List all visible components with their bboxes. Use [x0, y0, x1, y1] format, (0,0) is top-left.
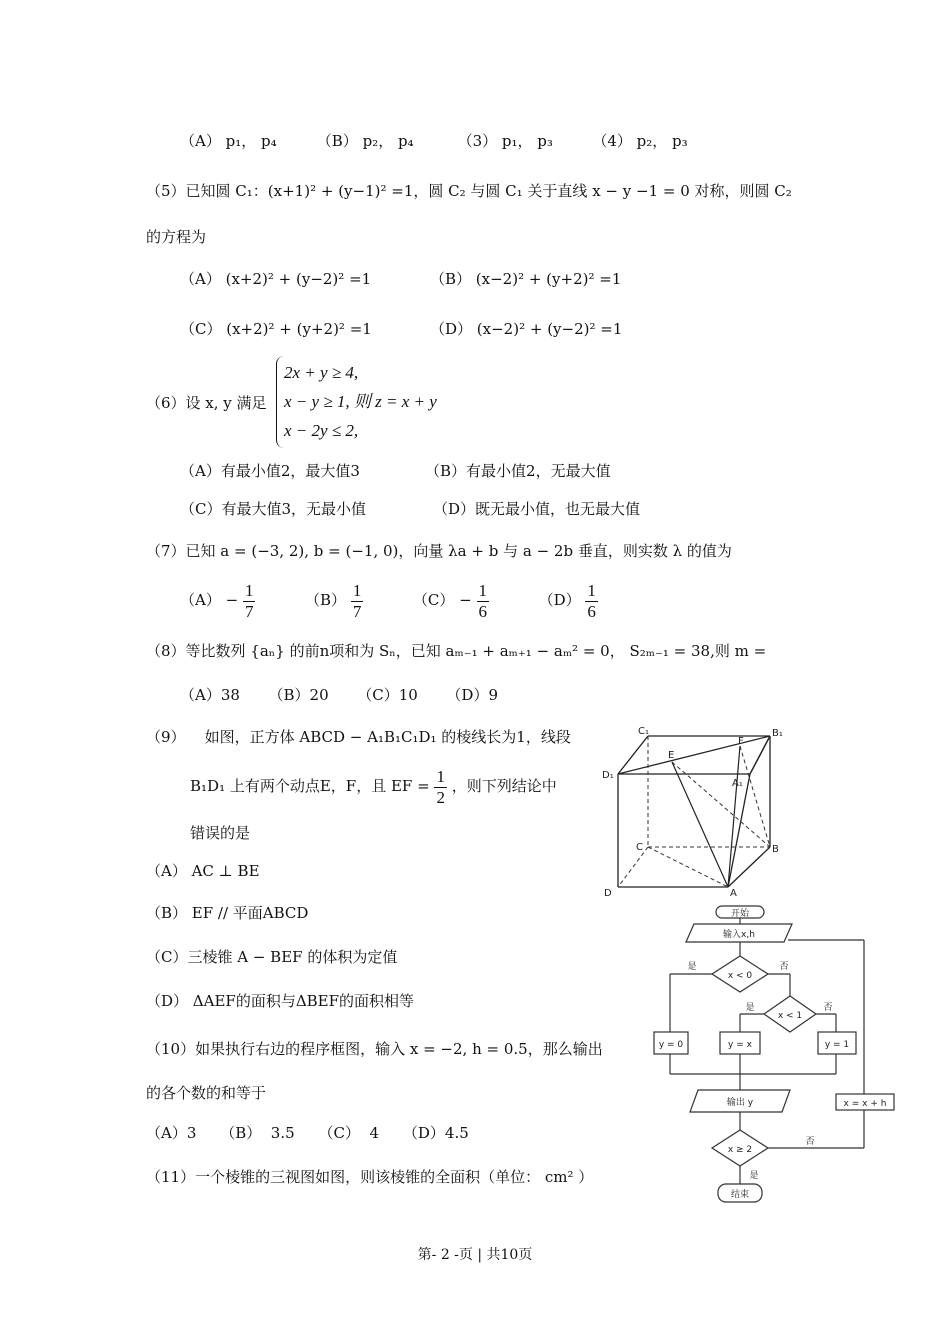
cube-label-b1: B₁: [772, 728, 783, 739]
q6-constraint-2: x − y ≥ 1, 则 z = x + y: [284, 392, 437, 411]
cube-label-c1: C₁: [638, 726, 649, 737]
cube-label-e: E: [668, 750, 675, 761]
q4-option-a: （A） p₁， p₄: [180, 132, 277, 150]
q4-options: [180, 130, 688, 152]
q5-option-d: （D） (x−2)² + (y−2)² =1: [430, 320, 623, 338]
page-footer: 第- 2 -页 | 共10页: [417, 1247, 533, 1263]
q5-option-a: （A） (x+2)² + (y−2)² =1: [180, 270, 372, 288]
q7-option-a-fraction: $\frac{1}{7}$: [244, 580, 254, 621]
q9-option-d: （D） ΔAEF的面积与ΔBEF的面积相等: [146, 992, 415, 1010]
q6-system: [284, 358, 437, 445]
q11-stem: （11）一个棱锥的三视图如图，则该棱锥的全面积（单位： cm² ）: [146, 1168, 594, 1186]
cube-label-d1: D₁: [602, 770, 614, 781]
q6-option-c: （C）有最大值3，无最小值: [180, 500, 367, 518]
q9-ef-fraction: $\frac{1}{2}$: [436, 766, 445, 807]
flowchart-start-text: 开始: [730, 909, 750, 919]
flowchart-b1-text: y = 0: [658, 1040, 684, 1050]
cube-label-a1: A₁: [732, 778, 743, 789]
q7-option-c-fraction: $\frac{1}{6}$: [478, 580, 487, 621]
q9-option-b: （B） EF // 平面ABCD: [146, 904, 309, 922]
q10-stem-cont: 的各个数的和等于: [146, 1084, 267, 1102]
q7-option-a-label: （A） −: [180, 591, 239, 609]
q10-options: （A）3 （B） 3.5 （C） 4 （D）4.5: [146, 1124, 469, 1142]
q9-stem-2b: ，则下列结论中: [451, 777, 557, 795]
q6-option-b: （B）有最小值2，无最大值: [425, 462, 611, 480]
cube-label-a: A: [730, 888, 737, 897]
q7-stem: （7）已知 a = (−3, 2), b = (−1, 0)，向量 λa + b 与 a − 2b 垂直，则实数 λ 的值为: [146, 542, 732, 560]
q6-prefix: （6）设 x, y 满足: [146, 394, 267, 412]
q10-stem: （10）如果执行右边的程序框图，输入 x = −2, h = 0.5，那么输出: [146, 1040, 603, 1058]
q6-option-d: （D）既无最小值，也无最大值: [433, 500, 641, 518]
q9-stem-1: （9） 如图，正方体 ABCD − A₁B₁C₁D₁ 的棱线长为1，线段: [146, 728, 571, 746]
cube-label-c: C: [636, 842, 643, 853]
q7-option-b-fraction: $\frac{1}{7}$: [352, 580, 362, 621]
cube-figure: [600, 722, 790, 897]
q4-option-b: （B） p₂， p₄: [316, 132, 414, 150]
flowchart-d2-yes: 是: [745, 1003, 755, 1013]
cube-label-b: B: [772, 844, 779, 855]
q6-option-a: （A）有最小值2，最大值3: [180, 462, 360, 480]
q5-option-b: （B） (x−2)² + (y+2)² =1: [430, 270, 622, 288]
q6-constraint-3: x − 2y ≤ 2,: [284, 421, 359, 440]
flowchart-input-text: 输入x,h: [723, 930, 755, 940]
flowchart-b3-text: y = 1: [824, 1040, 850, 1050]
q5-stem-cont: 的方程为: [146, 228, 207, 246]
cube-label-f: F: [738, 736, 744, 747]
q5-option-c: （C） (x+2)² + (y+2)² =1: [180, 320, 372, 338]
flowchart-d3-no: 否: [805, 1137, 815, 1147]
flowchart-figure: [650, 904, 902, 1210]
q9-option-c: （C）三棱锥 A − BEF 的体积为定值: [146, 948, 398, 966]
flowchart-d1-text: x < 0: [727, 971, 753, 981]
q9-stem-3: 错误的是: [190, 824, 251, 842]
flowchart-b2-text: y = x: [728, 1040, 752, 1050]
q5-stem: （5）已知圆 C₁：(x+1)² + (y−1)² =1，圆 C₂ 与圆 C₁ 关于直线 x − y −1 = 0 对称，则圆 C₂: [146, 182, 792, 200]
q7-option-c-label: （C） −: [412, 591, 472, 609]
flowchart-d1-yes: 是: [687, 962, 697, 972]
q6-constraint-1: 2x + y ≥ 4,: [284, 363, 359, 382]
q4-option-c: （3） p₁， p₃: [457, 132, 553, 150]
flowchart-d3-text: x ≥ 2: [727, 1145, 753, 1155]
q9-stem-2a: B₁D₁ 上有两个动点E，F，且 EF =: [190, 777, 430, 795]
q9-option-a: （A） AC ⊥ BE: [146, 862, 260, 880]
q7-option-d-fraction: $\frac{1}{6}$: [587, 580, 596, 621]
flowchart-d2-no: 否: [823, 1003, 833, 1013]
flowchart-d1-no: 否: [779, 962, 789, 972]
cube-label-d: D: [604, 888, 612, 897]
flowchart-update-text: x = x + h: [843, 1099, 887, 1109]
flowchart-d2-text: x < 1: [777, 1011, 803, 1021]
q7-options: [180, 578, 598, 622]
q8-options: （A）38 （B）20 （C）10 （D）9: [180, 686, 498, 704]
q4-option-d: （4） p₂， p₃: [592, 132, 688, 150]
flowchart-end-text: 结束: [730, 1190, 750, 1200]
flowchart-d3-yes: 是: [749, 1171, 759, 1181]
q8-stem: （8）等比数列 {aₙ} 的前n项和为 Sₙ，已知 aₘ₋₁ + aₘ₊₁ − aₘ² = 0， S₂ₘ₋₁ = 38,则 m =: [146, 642, 767, 660]
q7-option-d-label: （D）: [538, 591, 581, 609]
q9-stem-2: [190, 764, 557, 808]
q7-option-b-label: （B）: [305, 591, 347, 609]
flowchart-output-text: 输出 y: [726, 1098, 754, 1108]
